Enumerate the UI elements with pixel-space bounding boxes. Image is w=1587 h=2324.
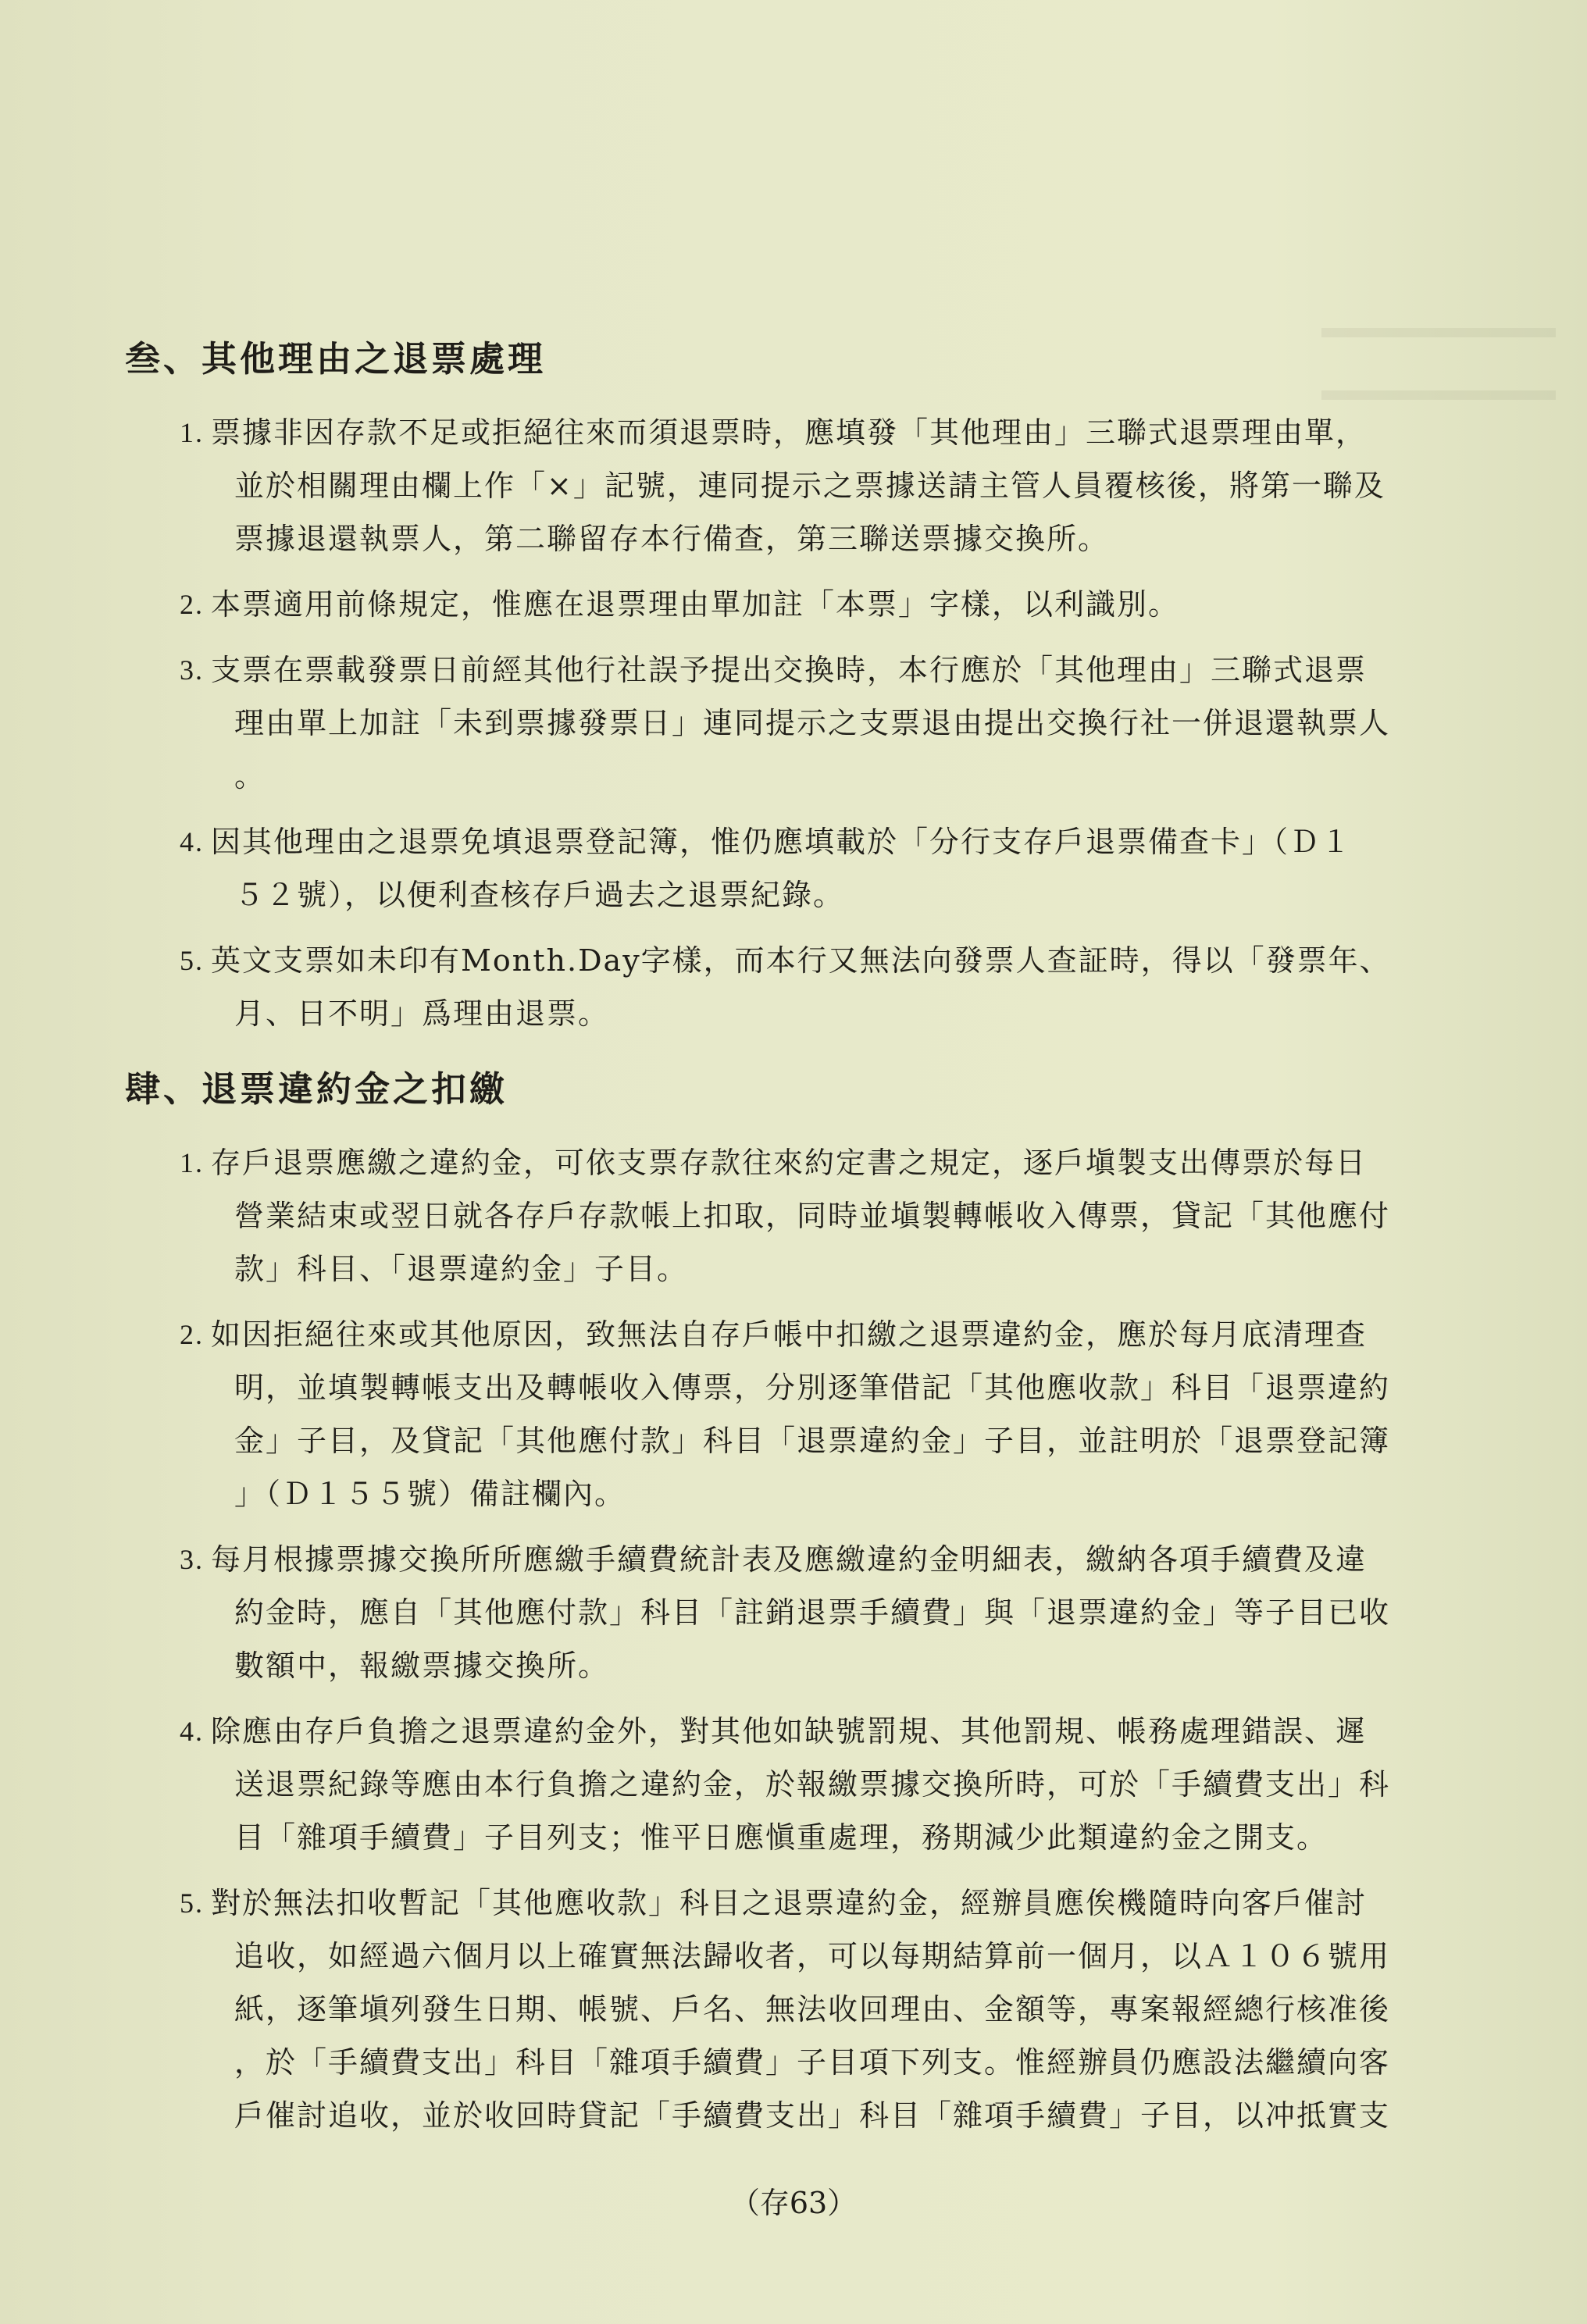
list-item — [180, 934, 1468, 1040]
item-number: 4. — [180, 826, 204, 857]
item-text-line: 理由單上加註「未到票據發票日」連同提示之支票退由提出交換行社一併退還執票人 — [234, 706, 1391, 740]
list-item — [180, 1877, 1468, 2142]
item-number: 3. — [180, 1544, 204, 1575]
item-text-line: 約金時，應自「其他應付款」科目「註銷退票手續費」與「退票違約金」等子目已收 — [234, 1595, 1391, 1630]
item-text-line: 票據非因存款不足或拒絕往來而須退票時，應填發「其他理由」三聯式退票理由單， — [211, 415, 1368, 450]
list-item — [180, 1705, 1468, 1864]
section-4-items — [125, 1136, 1468, 2142]
item-text-line: 戶催討追收，並於收回時貸記「手續費支出」科目「雜項手續費」子目，以冲抵實支 — [234, 2098, 1391, 2133]
section-3-items — [125, 406, 1468, 1040]
item-text-line: 每月根據票據交換所所應繳手續費統計表及應繳違約金明細表，繳納各項手續費及違 — [211, 1542, 1368, 1577]
item-text-line: 。 — [234, 759, 266, 793]
list-item — [180, 1533, 1468, 1692]
list-item — [180, 406, 1468, 565]
item-text-line: 存戶退票應繳之違約金，可依支票存款往來約定書之規定，逐戶塡製支出傳票於每日 — [211, 1146, 1368, 1180]
list-item — [180, 1308, 1468, 1520]
item-text-line: 月、日不明」爲理由退票。 — [234, 996, 610, 1031]
item-number: 2. — [180, 1319, 204, 1350]
item-number: 5. — [180, 1887, 204, 1919]
page-number: （存63） — [729, 2186, 858, 2220]
item-text-line: ，於「手續費支出」科目「雜項手續費」子目項下列支。惟經辦員仍應設法繼續向客 — [234, 2045, 1391, 2080]
section-3 — [125, 336, 1468, 1053]
item-number: 1. — [180, 1147, 204, 1178]
item-number: 3. — [180, 654, 204, 686]
item-text-line: 數額中，報繳票據交換所。 — [234, 1649, 610, 1683]
section-4-title: 肆、退票違約金之扣繳 — [125, 1068, 508, 1110]
item-text-line: 追收，如經過六個月以上確實無法歸收者，可以每期結算前一個月，以Ａ１０６號用 — [234, 1939, 1391, 1973]
item-text-line: 送退票紀錄等應由本行負擔之違約金，於報繳票據交換所時，可於「手續費支出」科 — [234, 1767, 1391, 1802]
item-text-line: 紙，逐筆塡列發生日期、帳號、戶名、無法收回理由、金額等，專案報經總行核准後 — [234, 1992, 1391, 2026]
section-3-title: 叁、其他理由之退票處理 — [125, 338, 547, 380]
item-text-line: 票據退還執票人，第二聯留存本行備查，第三聯送票據交換所。 — [234, 522, 1110, 556]
list-item — [180, 643, 1468, 803]
section-4 — [125, 1066, 1468, 2155]
item-text-line: 英文支票如未印有Month.Day字樣，而本行又無法向發票人查証時，得以「發票年、 — [211, 943, 1391, 978]
item-text-line: 款」科目、「退票違約金」子目。 — [234, 1252, 689, 1286]
item-text-line: 本票適用前條規定，惟應在退票理由單加註「本票」字樣，以利識別。 — [211, 587, 1180, 622]
item-text-line: 除應由存戶負擔之退票違約金外，對其他如缺號罰規、其他罰規、帳務處理錯誤、遲 — [211, 1714, 1368, 1748]
item-text-line: 明，並填製轉帳支出及轉帳收入傳票，分別逐筆借記「其他應收款」科目「退票違約 — [234, 1371, 1391, 1405]
item-text-line: 因其他理由之退票免填退票登記簿，惟仍應填載於「分行支存戶退票備查卡」（Ｄ１ — [211, 825, 1353, 859]
item-text-line: 支票在票載發票日前經其他行社誤予提出交換時，本行應於「其他理由」三聯式退票 — [211, 653, 1368, 687]
list-item — [180, 815, 1468, 921]
list-item — [180, 578, 1468, 631]
item-text-line: 目「雜項手續費」子目列支；惟平日應愼重處理，務期減少此類違約金之開支。 — [234, 1820, 1328, 1855]
list-item — [180, 1136, 1468, 1296]
item-text-line: ５２號），以便利查核存戶過去之退票紀錄。 — [234, 878, 845, 912]
item-text-line: 」（Ｄ１５５號）備註欄內。 — [234, 1477, 626, 1511]
item-text-line: 對於無法扣收暫記「其他應收款」科目之退票違約金，經辦員應俟機隨時向客戶催討 — [211, 1886, 1368, 1920]
item-number: 4. — [180, 1716, 204, 1747]
item-text-line: 如因拒絕往來或其他原因，致無法自存戶帳中扣繳之退票違約金，應於每月底清理查 — [211, 1317, 1368, 1352]
item-text-line: 並於相關理由欄上作「×」記號，連同提示之票據送請主管人員覆核後，將第一聯及 — [234, 469, 1386, 503]
item-number: 2. — [180, 589, 204, 620]
item-number: 1. — [180, 417, 204, 448]
item-number: 5. — [180, 945, 204, 976]
item-text-line: 金」子目，及貸記「其他應付款」科目「退票違約金」子目，並註明於「退票登記簿 — [234, 1424, 1391, 1458]
item-text-line: 營業結束或翌日就各存戶存款帳上扣取，同時並塡製轉帳收入傳票，貸記「其他應付 — [234, 1199, 1391, 1233]
